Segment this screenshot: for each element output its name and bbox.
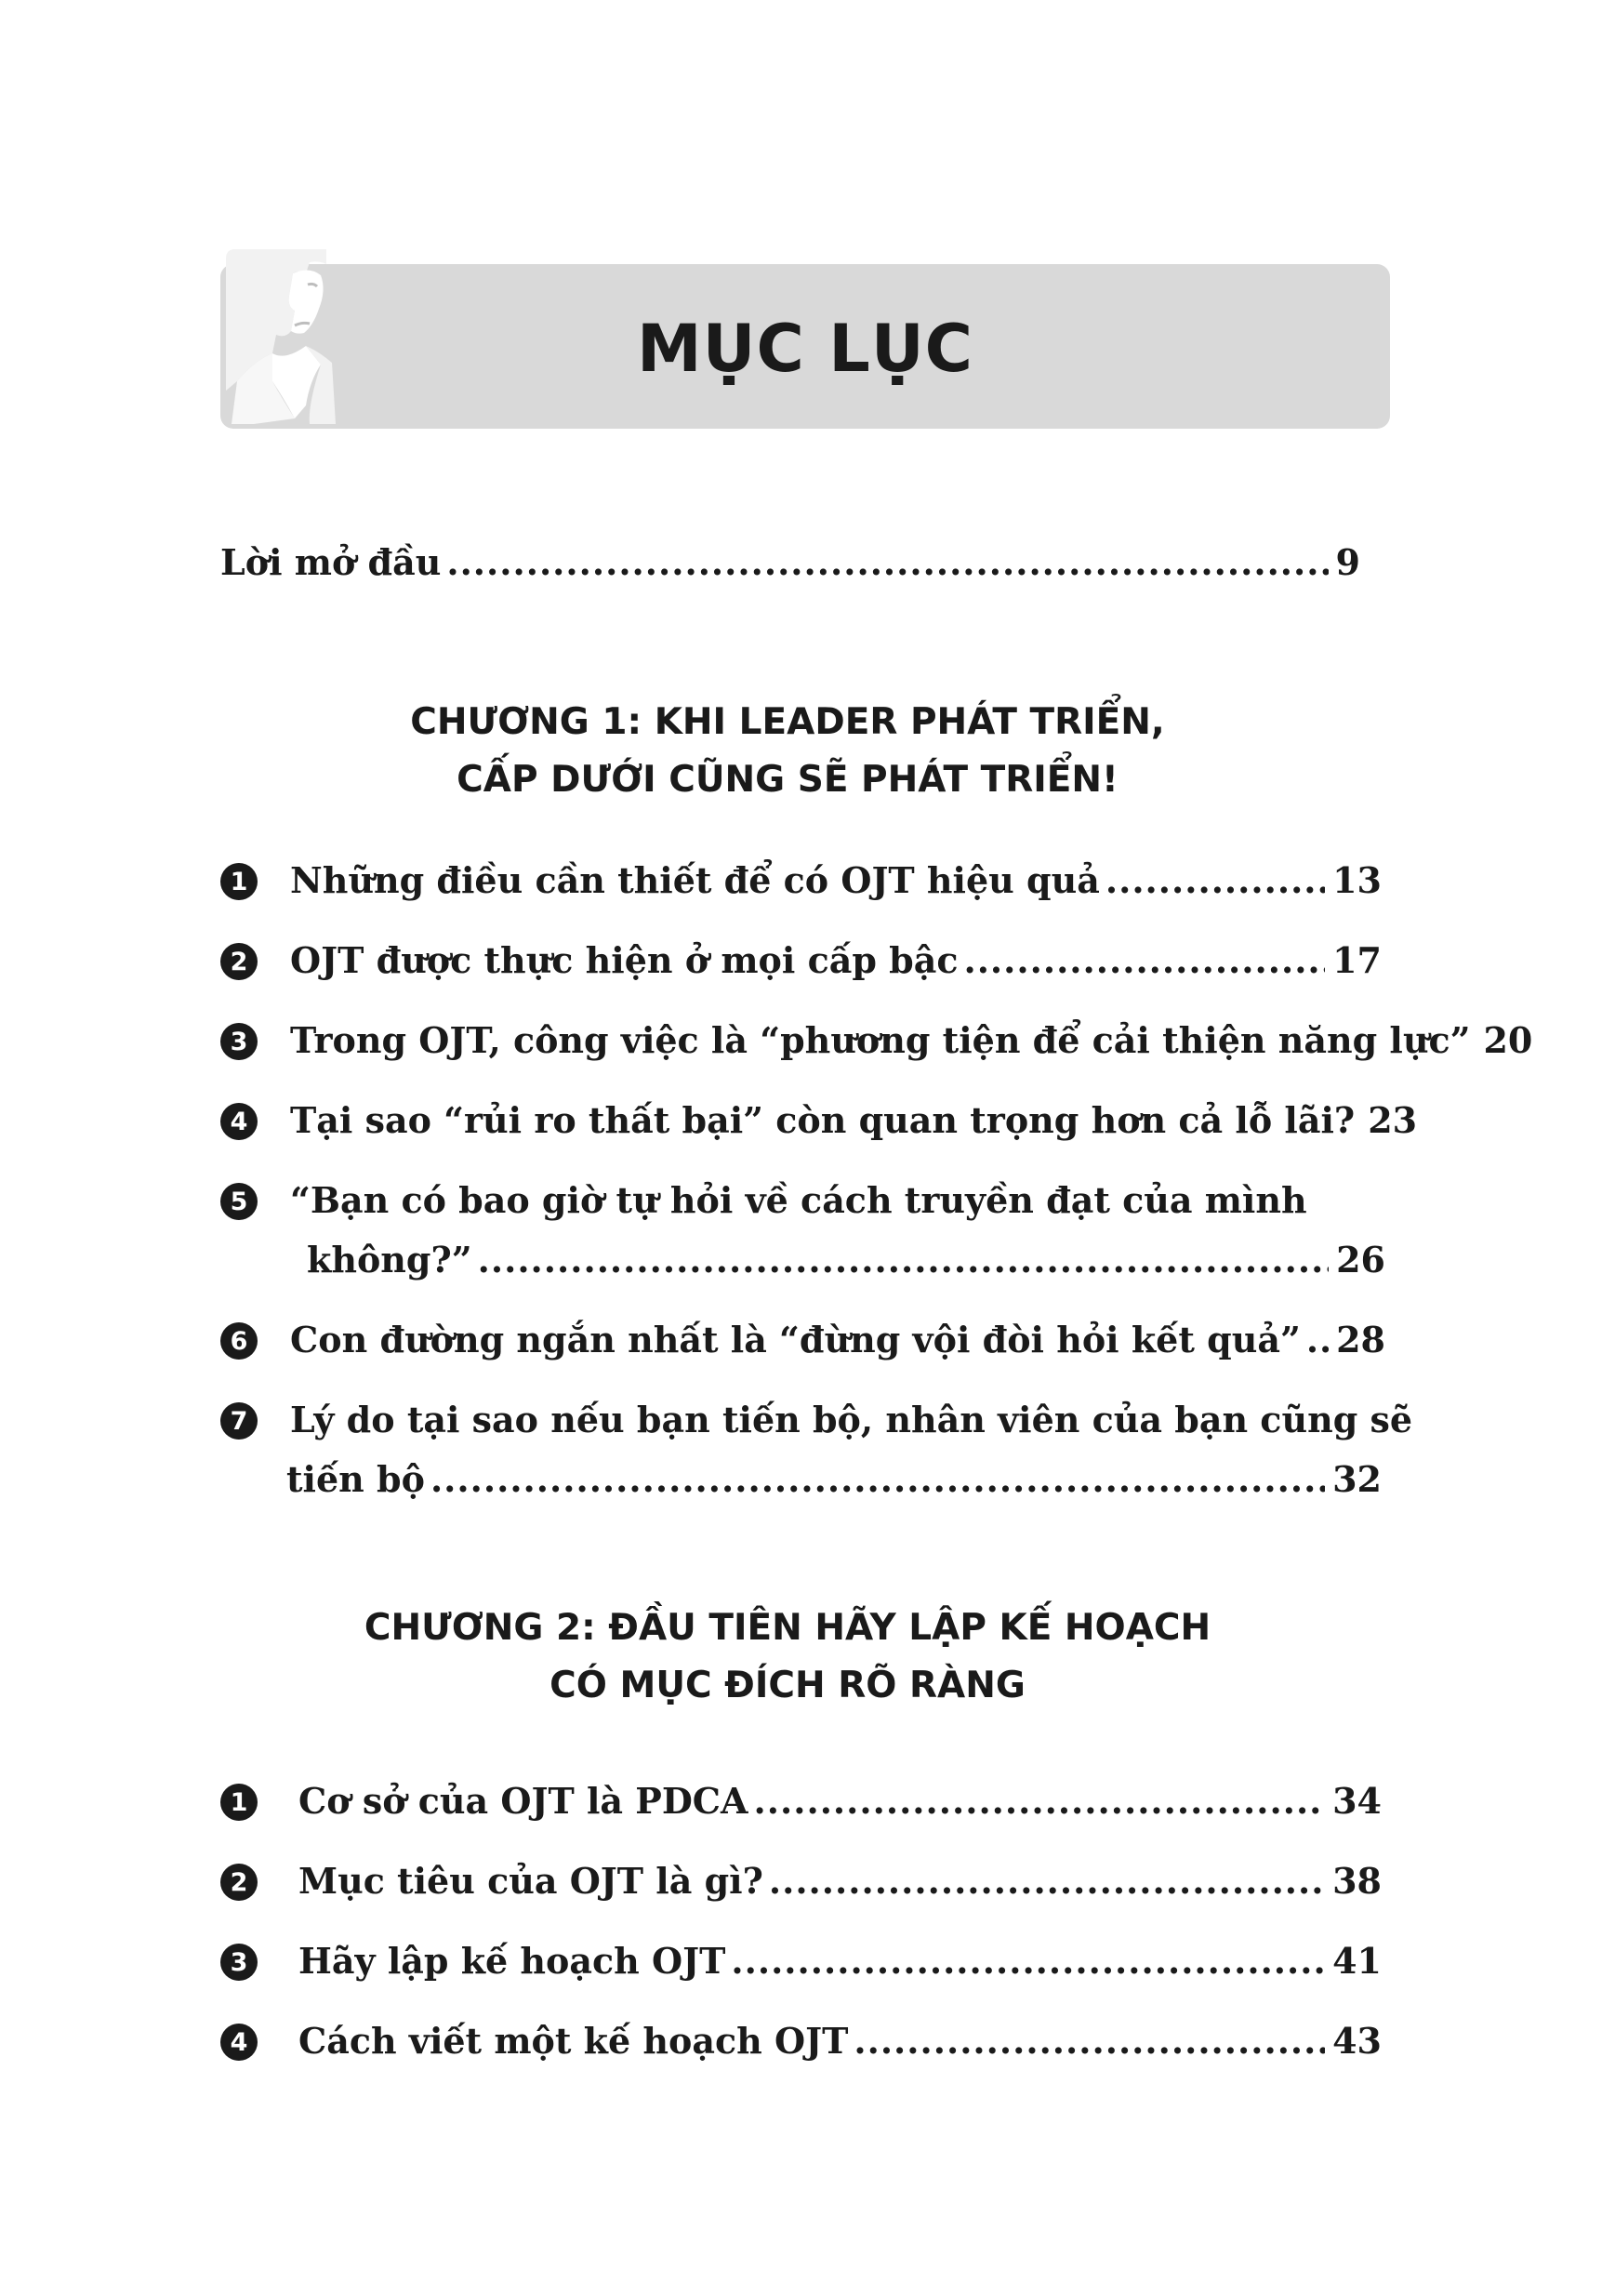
chapter-heading-line: CHƯƠNG 2: ĐẦU TIÊN HÃY LẬP KẾ HOẠCH [364, 1607, 1211, 1649]
item-number-badge: 7 [220, 1402, 258, 1440]
toc-entry[interactable] [286, 1458, 1382, 1500]
item-number-badge: 4 [220, 2024, 258, 2061]
toc-entry[interactable] [290, 939, 1382, 981]
toc-entry[interactable] [298, 1940, 1382, 1982]
toc-entry[interactable] [307, 1239, 1385, 1281]
dot-leader [754, 1784, 1326, 1819]
dot-leader [854, 2024, 1325, 2059]
toc-entry[interactable] [290, 1099, 1418, 1141]
toc-entry-title: Cách viết một kế hoạch OJT [298, 2020, 849, 2062]
item-number-badge: 3 [220, 1023, 258, 1060]
toc-page-number: 13 [1332, 859, 1382, 901]
item-number-badge: 6 [220, 1322, 258, 1360]
dot-leader [446, 545, 1328, 580]
toc-entry-title: OJT được thực hiện ở mọi cấp bậc [290, 939, 959, 981]
toc-entry-title-line1[interactable]: “Bạn có bao giờ tự hỏi về cách truyền đạt của mình [290, 1179, 1307, 1221]
toc-entry[interactable] [298, 1780, 1382, 1822]
toc-entry[interactable] [290, 859, 1382, 901]
dot-leader [1306, 1322, 1329, 1358]
chapter-heading-line: CẤP DƯỚI CŨNG SẼ PHÁT TRIỂN! [457, 759, 1119, 801]
toc-entry[interactable] [298, 1860, 1382, 1902]
toc-entry[interactable] [298, 2020, 1382, 2062]
toc-entry-title: Con đường ngắn nhất là “đừng vội đòi hỏi kết quả” [290, 1319, 1301, 1360]
toc-entry-title: Những điều cần thiết để có OJT hiệu quả [290, 859, 1100, 901]
dot-leader [478, 1242, 1329, 1278]
dot-leader [963, 943, 1325, 978]
toc-entry-title-line2: không?” [307, 1239, 472, 1281]
item-number-badge: 4 [220, 1103, 258, 1140]
dot-leader [1105, 863, 1325, 898]
toc-page-number: 26 [1336, 1239, 1385, 1281]
dot-leader [731, 1944, 1325, 1979]
toc-entry-title: Lời mở đầu [220, 541, 442, 583]
item-number-badge: 2 [220, 943, 258, 980]
chapter-heading-line: CHƯƠNG 1: KHI LEADER PHÁT TRIỂN, [410, 701, 1165, 743]
toc-page-number: 38 [1332, 1860, 1382, 1902]
toc-page-number: 9 [1335, 541, 1360, 583]
chapter-heading [203, 1599, 1372, 1715]
page-title: MỤC LỤC [636, 311, 974, 387]
toc-entry[interactable] [290, 1019, 1533, 1061]
toc-page-number: 17 [1332, 939, 1382, 981]
toc-entry-title: Tại sao “rủi ro thất bại” còn quan trọng hơn cả lỗ lãi? [290, 1099, 1356, 1141]
toc-page-number: 43 [1332, 2020, 1382, 2062]
item-number-badge: 5 [220, 1183, 258, 1220]
toc-page-number: 32 [1332, 1458, 1382, 1500]
toc-page-number: 41 [1332, 1940, 1382, 1982]
dot-leader [430, 1462, 1325, 1497]
toc-entry[interactable] [290, 1319, 1385, 1360]
toc-entry-title: Hãy lập kế hoạch OJT [298, 1940, 726, 1982]
toc-page-number: 28 [1336, 1319, 1385, 1360]
toc-entry-title-line1[interactable]: Lý do tại sao nếu bạn tiến bộ, nhân viên của bạn cũng sẽ [290, 1399, 1413, 1440]
toc-page-number: 23 [1368, 1099, 1418, 1141]
toc-entry-title: Cơ sở của OJT là PDCA [298, 1780, 748, 1822]
item-number-badge: 1 [220, 1784, 258, 1821]
toc-entry-intro[interactable] [220, 541, 1360, 583]
item-number-badge: 3 [220, 1944, 258, 1981]
toc-entry-title: Trong OJT, công việc là “phương tiện để cải thiện năng lực” [290, 1019, 1471, 1061]
toc-page-number: 20 [1483, 1019, 1533, 1061]
item-number-badge: 2 [220, 1864, 258, 1901]
item-number-badge: 1 [220, 863, 258, 900]
toc-entry-title-line2: tiến bộ [286, 1458, 425, 1500]
dot-leader [769, 1864, 1325, 1899]
toc-page-number: 34 [1332, 1780, 1382, 1822]
chapter-heading-line: CÓ MỤC ĐÍCH RÕ RÀNG [549, 1665, 1026, 1706]
chapter-heading [203, 694, 1372, 809]
toc-entry-title: Mục tiêu của OJT là gì? [298, 1860, 763, 1902]
